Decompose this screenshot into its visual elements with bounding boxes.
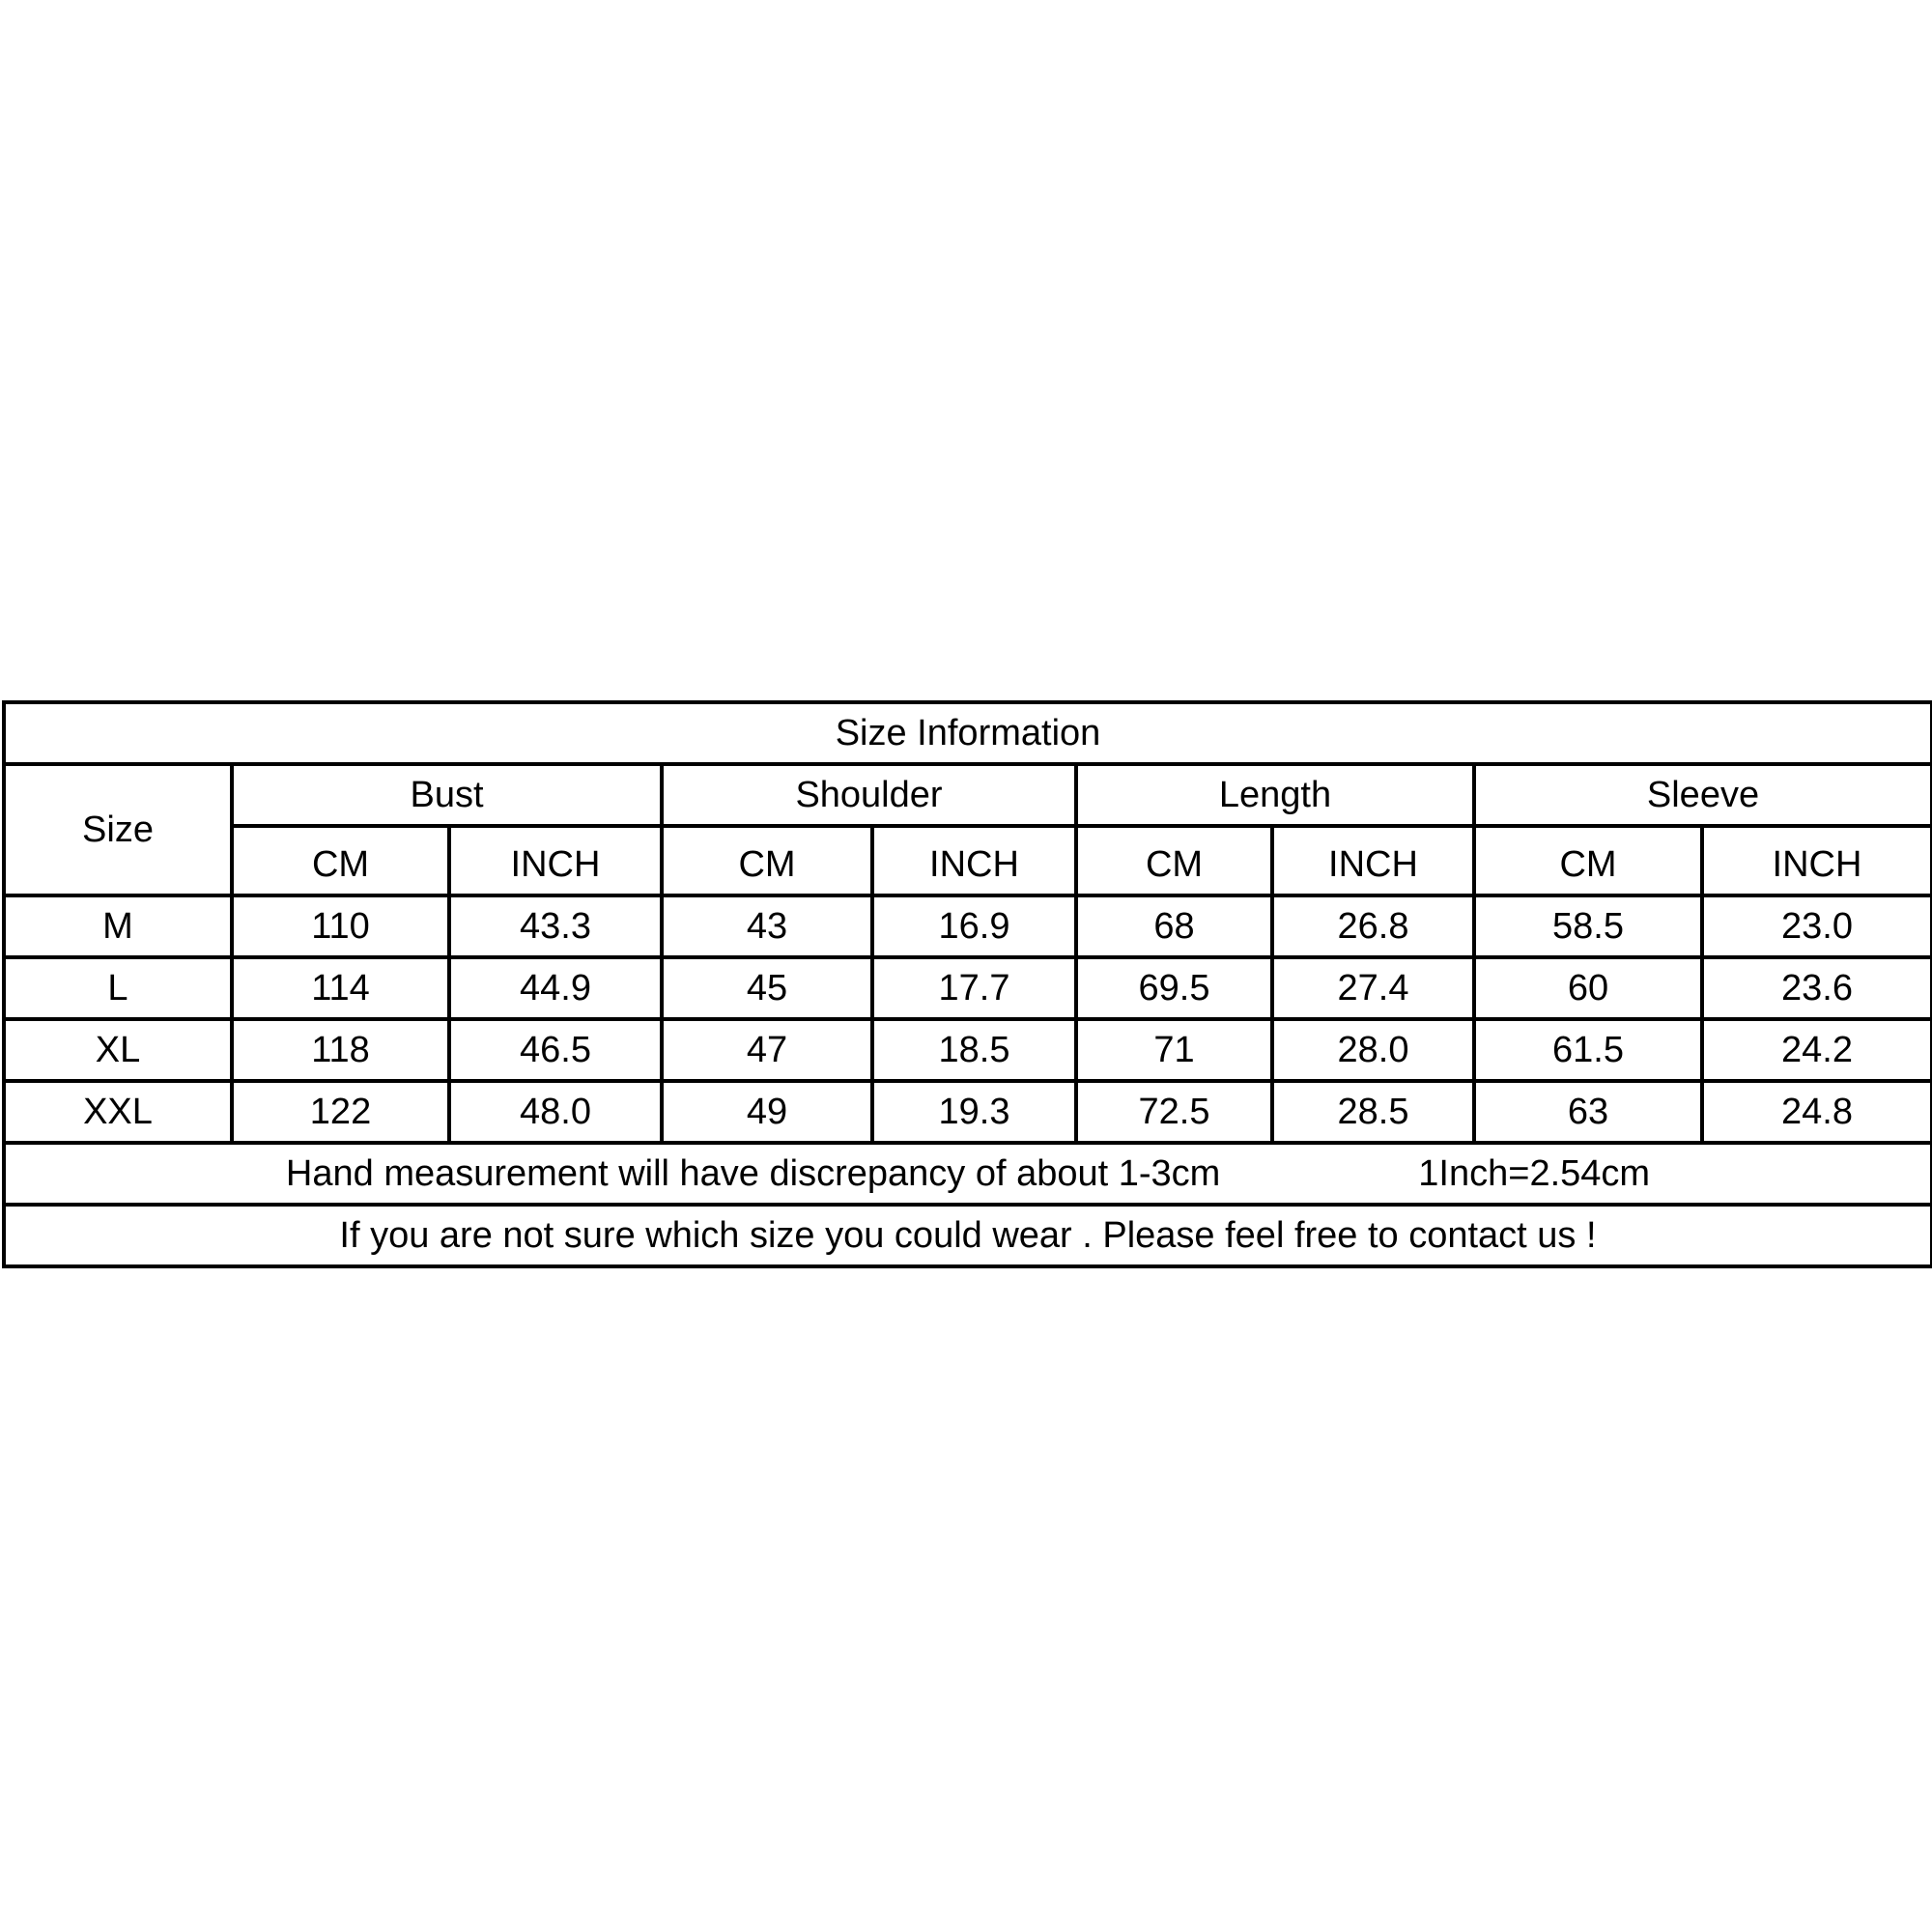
table-cell: 68	[1076, 895, 1272, 957]
unit-header: INCH	[449, 826, 662, 895]
table-cell: 26.8	[1272, 895, 1474, 957]
table-cell: 69.5	[1076, 957, 1272, 1019]
table-row	[4, 1019, 1932, 1081]
size-label: L	[4, 957, 232, 1019]
table-cell: 49	[662, 1081, 872, 1143]
group-header-bust: Bust	[232, 764, 662, 826]
measurement-note	[4, 1143, 1932, 1205]
table-row	[4, 895, 1932, 957]
size-label: M	[4, 895, 232, 957]
table-cell: 61.5	[1474, 1019, 1702, 1081]
size-chart-table	[2, 700, 1932, 1268]
table-cell: 63	[1474, 1081, 1702, 1143]
unit-header: CM	[232, 826, 449, 895]
unit-header: INCH	[1702, 826, 1932, 895]
table-cell: 46.5	[449, 1019, 662, 1081]
table-cell: 19.3	[872, 1081, 1076, 1143]
group-header-shoulder: Shoulder	[662, 764, 1076, 826]
table-cell: 28.0	[1272, 1019, 1474, 1081]
table-cell: 47	[662, 1019, 872, 1081]
unit-header: CM	[662, 826, 872, 895]
table-cell: 28.5	[1272, 1081, 1474, 1143]
size-header: Size	[4, 764, 232, 895]
table-cell: 122	[232, 1081, 449, 1143]
group-header-sleeve: Sleeve	[1474, 764, 1932, 826]
table-cell: 71	[1076, 1019, 1272, 1081]
table-cell: 58.5	[1474, 895, 1702, 957]
table-cell: 17.7	[872, 957, 1076, 1019]
table-cell: 16.9	[872, 895, 1076, 957]
unit-header: INCH	[872, 826, 1076, 895]
size-label: XXL	[4, 1081, 232, 1143]
table-cell: 44.9	[449, 957, 662, 1019]
contact-note: If you are not sure which size you could wear . Please feel free to contact us !	[4, 1205, 1932, 1266]
table-cell: 45	[662, 957, 872, 1019]
table-title: Size Information	[4, 702, 1932, 764]
table-row	[4, 1081, 1932, 1143]
table-cell: 23.0	[1702, 895, 1932, 957]
table-cell: 118	[232, 1019, 449, 1081]
discrepancy-note: Hand measurement will have discrepancy of about 1-3cm	[285, 1153, 1221, 1194]
table-cell: 60	[1474, 957, 1702, 1019]
table-cell: 48.0	[449, 1081, 662, 1143]
unit-header: CM	[1474, 826, 1702, 895]
conversion-note: 1Inch=2.54cm	[1418, 1153, 1651, 1194]
size-label: XL	[4, 1019, 232, 1081]
table-cell: 43.3	[449, 895, 662, 957]
table-cell: 23.6	[1702, 957, 1932, 1019]
table-cell: 110	[232, 895, 449, 957]
unit-header: CM	[1076, 826, 1272, 895]
unit-header: INCH	[1272, 826, 1474, 895]
table-cell: 43	[662, 895, 872, 957]
table-cell: 24.2	[1702, 1019, 1932, 1081]
group-header-length: Length	[1076, 764, 1474, 826]
table-cell: 27.4	[1272, 957, 1474, 1019]
table-cell: 114	[232, 957, 449, 1019]
table-row	[4, 957, 1932, 1019]
table-cell: 72.5	[1076, 1081, 1272, 1143]
table-cell: 24.8	[1702, 1081, 1932, 1143]
table-cell: 18.5	[872, 1019, 1076, 1081]
